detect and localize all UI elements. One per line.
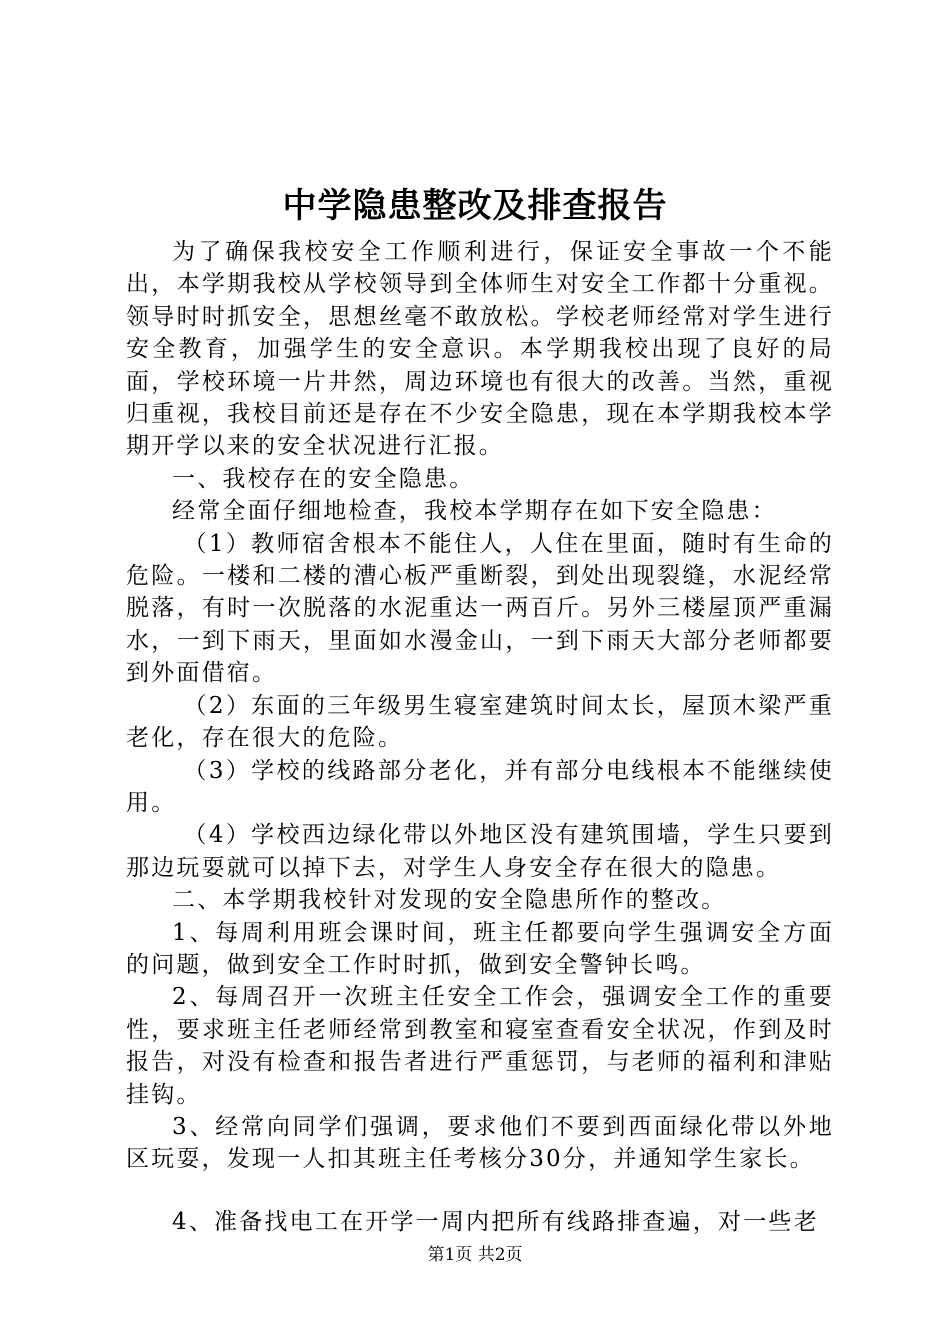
section-heading-2: 二、本学期我校针对发现的安全隐患所作的整改。 [172,887,727,914]
hazard-item-4: （4）学校西边绿化带以外地区没有建筑围墙，学生只要到那边玩耍就可以掉下去，对学生人身安全存在很大的隐患。 [126,822,834,881]
measure-item-4: 4、准备找电工在开学一周内把所有线路排查遍，对一些老 [172,1208,819,1235]
measure-item-2: 2、每周召开一次班主任安全工作会，强调安全工作的重要性，要求班主任老师经常到教室和寝室查看安全状况，作到及时报告，对没有检查和报告者进行严重惩罚，与老师的福利和津贴挂钩。 [126,984,834,1108]
paragraph-intro: 为了确保我校安全工作顺利进行，保证安全事故一个不能出，本学期我校从学校领导到全体师生对安全工作都十分重视。领导时时抓安全，思想丝毫不敢放松。学校老师经常对学生进行安全教育，加强学生的安全意识。本学期我校出现了良好的局面，学校环境一片井然，周边环境也有很大的改善。当然，重视归重视，我校目前还是存在不少安全隐患，现在本学期我校本学期开学以来的安全状况进行汇报。 [126,239,834,460]
document-body [126,236,834,1238]
measure-item-1: 1、每周利用班会课时间，班主任都要向学生强调安全方面的问题，做到安全工作时时抓，做到安全警钟长鸣。 [126,919,834,978]
hazard-item-1: （1）教师宿舍根本不能住人，人住在里面，随时有生命的危险。一楼和二楼的漕心板严重断裂，到处出现裂缝，水泥经常脱落，有时一次脱落的水泥重达一两百斤。另外三楼屋顶严重漏水，一到下雨天，里面如水漫金山，一到下雨天大部分老师都要到外面借宿。 [126,530,834,687]
section-heading-1: 一、我校存在的安全隐患。 [172,465,475,492]
paragraph-hazards-intro: 经常全面仔细地检查，我校本学期存在如下安全隐患： [172,498,777,525]
hazard-item-2: （2）东面的三年级男生寝室建筑时间太长，屋顶木梁严重老化，存在很大的危险。 [126,692,834,752]
measure-item-3: 3、经常向同学们强调，要求他们不要到西面绿化带以外地区玩耍，发现一人扣其班主任考核分30分，并通知学生家长。 [126,1113,834,1173]
document-title: 中学隐患整改及排查报告 [282,186,668,226]
page-footer: 第1页 共2页 [427,1245,523,1265]
hazard-item-3: （3）学校的线路部分老化，并有部分电线根本不能继续使用。 [126,757,834,816]
